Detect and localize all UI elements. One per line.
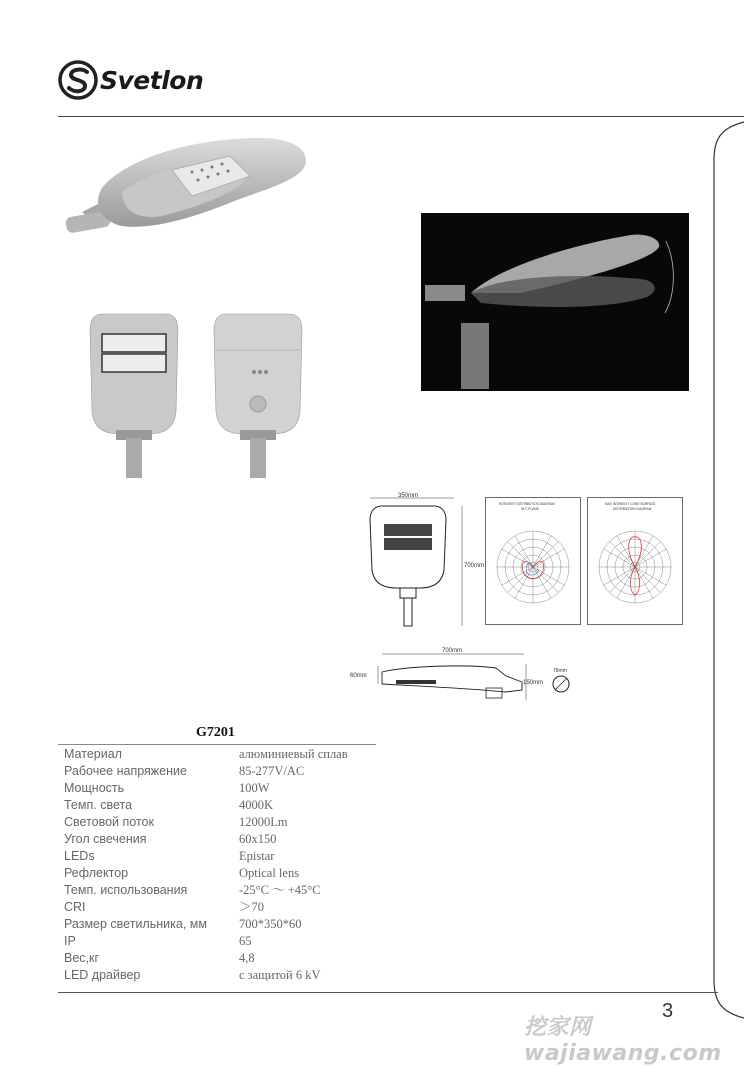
spec-label: Темп. света [64,798,133,812]
polar2-title-line2: DISTRIBUTION DIAGRAM [613,507,652,511]
page-number: 3 [662,1000,674,1022]
table-row [64,933,424,950]
dimension-drawing-side [346,644,582,708]
brand-name: Svetlon [100,66,204,95]
table-row [64,882,424,899]
dim-width-label: 350mm [398,493,419,499]
svetlon-logo-icon [58,60,102,104]
spec-value: -25°C ～ +45°C [239,883,321,897]
spec-value: Epistar [239,849,275,863]
spec-value: с защитой 6 kV [239,968,321,982]
dim-mount-height-label: 150mm [523,680,544,686]
table-top-rule [58,744,376,745]
table-row [64,746,424,763]
spec-value: 85-277V/AC [239,764,305,778]
table-bottom-rule [58,992,718,993]
spec-label: Размер светильника, мм [64,917,207,931]
spec-label: Материал [64,747,122,761]
model-title: G7201 [196,725,235,740]
spec-label: Световой поток [64,815,154,829]
spec-label: LED драйвер [64,968,141,982]
spec-value: 60x150 [239,832,277,846]
product-photo-top-view [212,312,304,482]
spec-label: Мощность [64,781,125,795]
table-row [64,865,424,882]
spec-label: Рефлектор [64,866,129,880]
spec-value: ＞70 [239,900,265,914]
dim-length-label: 700mm [464,563,485,569]
spec-label: Угол свечения [64,832,147,846]
product-photo-perspective [62,132,314,254]
table-row [64,814,424,831]
table-row [64,848,424,865]
polar-diagram-cone-surface [587,497,683,625]
table-row [64,899,424,916]
dim-side-length-label: 700mm [442,648,463,654]
polar1-title-line1: INTENSITY DISTRIBUTION DIAGRAM [499,502,555,506]
spec-label: CRI [64,900,86,914]
polar-diagram-intensity-c-plane [485,497,581,625]
spec-label: IP [64,934,76,948]
watermark-text: 挖家网 wajiawang.com [524,1015,722,1066]
polar1-title-line2: IN C PLANE [521,507,539,511]
dim-height-label: 60mm [350,673,367,679]
table-row [64,950,424,967]
dim-pipe-label: 76mm [553,668,567,674]
table-row [64,797,424,814]
table-row [64,763,424,780]
spec-label: Вес,кг [64,951,100,965]
spec-value: 700*350*60 [239,917,302,931]
table-row [64,780,424,797]
spec-value: 12000Lm [239,815,288,829]
spec-label: Рабочее напряжение [64,764,187,778]
side-bracket [710,120,744,1020]
product-photo-tilt-angle [421,213,689,391]
polar2-title-line1: MAX INTENSITY CONE SURFACE [605,502,656,506]
spec-value: 4000K [239,798,274,812]
spec-value: 100W [239,781,270,795]
spec-label: Темп. использования [64,883,188,897]
spec-label: LEDs [64,849,95,863]
spec-table [64,746,424,984]
table-row [64,831,424,848]
spec-value: алюминиевый сплав [239,747,348,761]
table-row [64,967,424,984]
spec-value: Optical lens [239,866,300,880]
spec-value: 65 [239,934,252,948]
product-photo-bottom-view [88,312,180,482]
header-rule [58,116,744,117]
table-row [64,916,424,933]
dimension-drawing-front [362,492,485,632]
spec-value: 4,8 [239,951,255,965]
